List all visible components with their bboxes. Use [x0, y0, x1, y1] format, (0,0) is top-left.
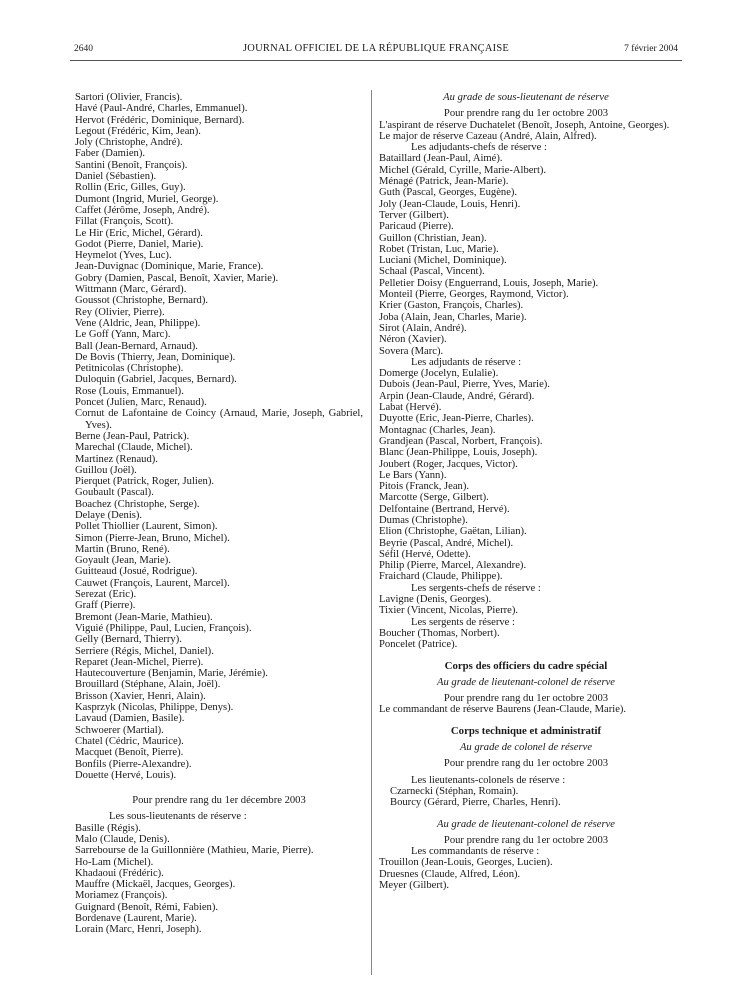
- list-item: Joly (Christophe, André).: [75, 137, 183, 149]
- list-item: Faber (Damien).: [75, 148, 146, 160]
- list-item: Poncelet (Patrice).: [379, 639, 458, 651]
- list-item: Fillat (François, Scott).: [75, 216, 174, 228]
- list-item: Monteil (Pierre, Georges, Raymond, Victor).: [379, 289, 569, 301]
- list-item: Le Goff (Yann, Marc).: [75, 329, 171, 341]
- list-item: Le Hir (Eric, Michel, Gérard).: [75, 227, 203, 239]
- list-item: Czarnecki (Stéphan, Romain).: [390, 785, 519, 797]
- major-entry: Le major de réserve Cazeau (André, Alain, Alfred).: [379, 130, 597, 142]
- list-item: Philip (Pierre, Marcel, Alexandre).: [379, 560, 527, 572]
- rank-date: Pour prendre rang du 1er octobre 2003: [443, 693, 609, 705]
- list-item: Serezat (Eric).: [75, 589, 137, 601]
- list-item: Terver (Gilbert).: [379, 209, 449, 221]
- left-column: [75, 92, 363, 936]
- list-item: Sirot (Alain, André).: [379, 322, 467, 334]
- list-item: Godot (Pierre, Daniel, Marie).: [75, 238, 204, 250]
- subsection-label: Les adjudants-chefs de réserve :: [411, 142, 547, 154]
- list-item: Guillou (Joël).: [75, 464, 137, 476]
- list-item: Luciani (Michel, Dominique).: [379, 255, 507, 267]
- list-item: Sartori (Olivier, Francis).: [75, 92, 183, 103]
- list-item: Guignard (Benoît, Rémi, Fabien).: [75, 901, 218, 913]
- right-column: [379, 92, 673, 891]
- list-item: Legout (Frédéric, Kim, Jean).: [75, 125, 201, 137]
- list-item: Poncet (Julien, Marc, Renaud).: [75, 397, 207, 409]
- name-list: [379, 786, 673, 809]
- list-item: Joba (Alain, Jean, Charles, Marie).: [379, 311, 527, 323]
- page-header: [70, 42, 682, 61]
- name-list: [379, 594, 673, 617]
- list-item: Trouillon (Jean-Louis, Georges, Lucien).: [379, 857, 553, 869]
- list-item: Pierquet (Patrick, Roger, Julien).: [75, 476, 215, 488]
- name-list: [379, 628, 673, 651]
- list-item: Bremont (Jean-Marie, Mathieu).: [75, 611, 213, 623]
- list-item: Ho-Lam (Michel).: [75, 856, 154, 868]
- list-item: Dubois (Jean-Paul, Pierre, Yves, Marie).: [379, 379, 550, 391]
- list-item: Hautecouverture (Benjamin, Marie, Jérémie).: [75, 668, 268, 680]
- list-item: Bonfils (Pierre-Alexandre).: [75, 758, 192, 770]
- name-list: [379, 153, 673, 356]
- list-item: Serriere (Régis, Michel, Daniel).: [75, 645, 214, 657]
- page-number: 2640: [74, 44, 93, 54]
- journal-title: JOURNAL OFFICIEL DE LA RÉPUBLIQUE FRANÇAISE: [243, 43, 509, 54]
- list-item: Marcotte (Serge, Gilbert).: [379, 492, 489, 504]
- list-item: Dumont (Ingrid, Muriel, George).: [75, 193, 219, 205]
- list-item: Krier (Gaston, François, Charles).: [379, 300, 524, 312]
- list-item: Goussot (Christophe, Bernard).: [75, 295, 208, 307]
- list-item: Séfil (Hervé, Odette).: [379, 548, 471, 560]
- list-item: Marechal (Claude, Michel).: [75, 442, 193, 454]
- subsection-label: Les sergents-chefs de réserve :: [411, 582, 541, 594]
- list-item: Brisson (Xavier, Henri, Alain).: [75, 690, 206, 702]
- list-item: Schwoerer (Martial).: [75, 724, 164, 736]
- list-item: Santini (Benoît, François).: [75, 159, 188, 171]
- list-item: Domerge (Jocelyn, Eulalie).: [379, 368, 499, 380]
- list-item: Robet (Tristan, Luc, Marie).: [379, 243, 499, 255]
- list-item: Wittmann (Marc, Gérard).: [75, 284, 187, 296]
- rank-date: Pour prendre rang du 1er octobre 2003: [443, 834, 609, 846]
- subsection-label: Les sergents de réserve :: [411, 616, 515, 628]
- subsection-label: Les adjudants de réserve :: [411, 356, 522, 368]
- list-item: Blanc (Jean-Philippe, Louis, Joseph).: [379, 447, 538, 459]
- list-item: Elion (Christophe, Gaëtan, Lilian).: [379, 526, 527, 538]
- list-item: Macquet (Benoît, Pierre).: [75, 747, 184, 759]
- list-item: Michel (Gérald, Cyrille, Marie-Albert).: [379, 164, 547, 176]
- list-item: Sovera (Marc).: [379, 345, 444, 357]
- list-item: Sarrebourse de la Guillonnière (Mathieu, Marie, Pierre).: [75, 845, 314, 857]
- list-item: Guitteaud (Josué, Rodrigue).: [75, 566, 198, 578]
- name-list: [379, 857, 673, 891]
- list-item: Goyault (Jean, Marie).: [75, 555, 171, 567]
- list-item: Mauffre (Mickaël, Jacques, Georges).: [75, 879, 236, 891]
- list-item: Pelletier Doisy (Enguerrand, Louis, Joseph, Marie).: [379, 277, 599, 289]
- list-item: Montagnac (Charles, Jean).: [379, 424, 496, 436]
- name-list: [75, 431, 363, 781]
- list-item: Goubault (Pascal).: [75, 487, 154, 499]
- grade-heading: Au grade de colonel de réserve: [459, 742, 593, 754]
- list-item: Lavaud (Damien, Basile).: [75, 713, 185, 725]
- list-item: Rey (Olivier, Pierre).: [75, 306, 165, 318]
- list-item: Bourcy (Gérard, Pierre, Charles, Henri).: [390, 797, 561, 809]
- section-heading: Corps technique et administratif: [450, 724, 602, 737]
- list-item: Joubert (Roger, Jacques, Victor).: [379, 458, 518, 470]
- list-item: Joly (Jean-Claude, Louis, Henri).: [379, 198, 521, 210]
- list-item: Boachez (Christophe, Serge).: [75, 498, 200, 510]
- list-item: Basille (Régis).: [75, 822, 141, 834]
- list-item: Le Bars (Yann).: [379, 469, 447, 481]
- list-item: Meyer (Gilbert).: [379, 880, 450, 891]
- subsection-label: Les lieutenants-colonels de réserve :: [411, 774, 566, 786]
- list-item: Douette (Hervé, Louis).: [75, 769, 177, 781]
- list-item: Duyotte (Eric, Jean-Pierre, Charles).: [379, 413, 534, 425]
- list-item: Ball (Jean-Bernard, Arnaud).: [75, 340, 198, 352]
- issue-date: 7 février 2004: [624, 44, 678, 54]
- list-item: Labat (Hervé).: [379, 402, 442, 414]
- list-item: Gobry (Damien, Pascal, Benoît, Xavier, Marie).: [75, 272, 279, 284]
- list-item: Néron (Xavier).: [379, 334, 447, 346]
- subsection-label: Les commandants de réserve :: [411, 846, 540, 858]
- list-item: Delfontaine (Bertrand, Hervé).: [379, 503, 510, 515]
- list-item: Lorain (Marc, Henri, Joseph).: [75, 924, 202, 936]
- list-item: Guillon (Christian, Jean).: [379, 232, 487, 244]
- list-item: Vene (Aldric, Jean, Philippe).: [75, 317, 201, 329]
- list-item: Dumas (Christophe).: [379, 514, 468, 526]
- list-item: Fraichard (Claude, Philippe).: [379, 571, 503, 583]
- list-item: Havé (Paul-André, Charles, Emmanuel).: [75, 103, 248, 115]
- list-item: Ménagé (Patrick, Jean-Marie).: [379, 176, 509, 188]
- column-divider: [371, 90, 372, 975]
- list-item: Paricaud (Pierre).: [379, 221, 454, 233]
- name-list: [379, 368, 673, 583]
- rank-date-heading: Pour prendre rang du 1er décembre 2003: [132, 795, 306, 807]
- list-item: Kasprzyk (Nicolas, Philippe, Denys).: [75, 702, 234, 714]
- list-item: Lavigne (Denis, Georges).: [379, 594, 492, 606]
- list-item: Beyrie (Pascal, André, Michel).: [379, 537, 514, 549]
- list-item: Bataillard (Jean-Paul, Aimé).: [379, 153, 503, 165]
- grade-heading: Au grade de sous-lieutenant de réserve: [443, 92, 609, 103]
- list-item: Delaye (Denis).: [75, 509, 143, 521]
- list-item: Malo (Claude, Denis).: [75, 834, 170, 845]
- rank-date: Pour prendre rang du 1er octobre 2003: [443, 108, 609, 120]
- list-item: Berne (Jean-Paul, Patrick).: [75, 430, 190, 442]
- list-item: Caffet (Jérôme, Joseph, André).: [75, 204, 210, 216]
- list-item: Chatel (Cédric, Maurice).: [75, 735, 184, 747]
- name-list: [75, 823, 363, 846]
- list-item: Cornut de Lafontaine de Coincy (Arnaud, Marie, Joseph, Gabriel, Yves).: [75, 408, 363, 431]
- list-item: Jean-Duvignac (Dominique, Marie, France).: [75, 261, 264, 273]
- commandant-entry: Le commandant de réserve Baurens (Jean-Claude, Marie).: [379, 704, 627, 716]
- list-item: Martin (Bruno, René).: [75, 543, 170, 555]
- subsection-label: Les sous-lieutenants de réserve :: [109, 811, 247, 823]
- list-item: Arpin (Jean-Claude, André, Gérard).: [379, 390, 535, 402]
- list-item: Heymelot (Yves, Luc).: [75, 250, 172, 262]
- list-item: Martinez (Renaud).: [75, 453, 158, 465]
- list-item: Bordenave (Laurent, Marie).: [75, 913, 197, 925]
- section-heading: Corps des officiers du cadre spécial: [444, 659, 608, 672]
- list-item: Hervot (Frédéric, Dominique, Bernard).: [75, 114, 245, 126]
- grade-heading: Au grade de lieutenant-colonel de réserve: [437, 676, 615, 688]
- list-item: Brouillard (Stéphane, Alain, Joël).: [75, 679, 221, 691]
- list-item: Khadaoui (Frédéric).: [75, 867, 164, 879]
- rank-date: Pour prendre rang du 1er octobre 2003: [443, 758, 609, 770]
- list-item: Graff (Pierre).: [75, 600, 136, 612]
- list-item: Grandjean (Pascal, Norbert, François).: [379, 435, 543, 447]
- grade-heading: Au grade de lieutenant-colonel de réserve: [437, 818, 615, 830]
- list-item: Cauwet (François, Laurent, Marcel).: [75, 577, 230, 589]
- list-item: Boucher (Thomas, Norbert).: [379, 627, 500, 639]
- list-item: Duloquin (Gabriel, Jacques, Bernard).: [75, 374, 237, 386]
- list-item: Simon (Pierre-Jean, Bruno, Michel).: [75, 532, 230, 544]
- name-list: [75, 92, 363, 408]
- list-item: De Bovis (Thierry, Jean, Dominique).: [75, 351, 236, 363]
- list-item: Rose (Louis, Emmanuel).: [75, 385, 184, 397]
- name-list: [75, 857, 363, 936]
- list-item: Tixier (Vincent, Nicolas, Pierre).: [379, 605, 519, 617]
- list-item: Rollin (Eric, Gilles, Guy).: [75, 182, 186, 194]
- list-item: Pitois (Franck, Jean).: [379, 481, 470, 493]
- list-item: Petitnicolas (Christophe).: [75, 363, 184, 375]
- list-item: Reparet (Jean-Michel, Pierre).: [75, 656, 204, 668]
- list-item: Viguié (Philippe, Paul, Lucien, François).: [75, 622, 252, 634]
- list-item: Druesnes (Claude, Alfred, Léon).: [379, 868, 521, 880]
- list-item: Daniel (Sébastien).: [75, 171, 157, 183]
- list-item: Schaal (Pascal, Vincent).: [379, 266, 485, 278]
- list-item: Moriamez (François).: [75, 890, 168, 902]
- list-item: Gelly (Bernard, Thierry).: [75, 634, 182, 646]
- list-item: Pollet Thiollier (Laurent, Simon).: [75, 521, 218, 533]
- list-item: Guth (Pascal, Georges, Eugène).: [379, 187, 518, 199]
- aspirant-entry: L'aspirant de réserve Duchatelet (Benoît, Joseph, Antoine, Georges).: [379, 119, 670, 131]
